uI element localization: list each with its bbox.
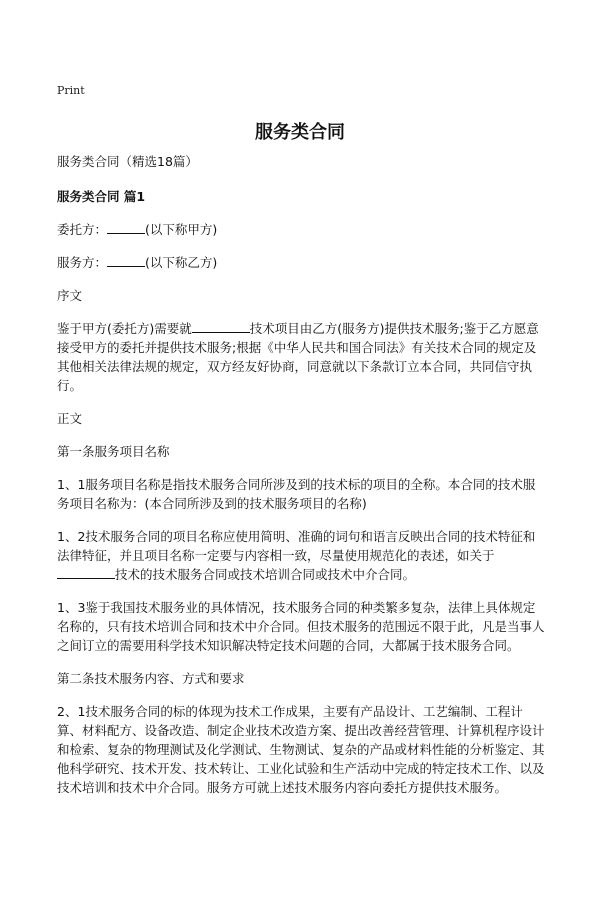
preface-paragraph [57,319,547,395]
preface-part1: 鉴于甲方(委托方)需要就 [57,321,192,336]
clause-1-2-part1: 1、2技术服务合同的项目名称应使用简明、准确的词句和语言反映出合同的技术特征和法律特征，并且项目名称一定要与内容相一致，尽量使用规范化的表述，如关于 [57,529,536,563]
clause-1-3: 1、3鉴于我国技术服务业的具体情况，技术服务合同的种类繁多复杂，法律上具体规定名称的，只有技术培训合同和技术中介合同。但技术服务的范围远不限于此，凡是当事人之间订立的需要用科学技术知识解决特定技术问题的合同，大都属于技术服务合同。 [57,600,545,653]
clause-1-2-blank [57,565,115,579]
print-link[interactable]: Print [57,84,85,97]
clause-2-1: 2、1技术服务合同的标的体现为技术工作成果，主要有产品设计、工艺编制、工程计算、材料配方、设备改造、制定企业技术改造方案、提出改善经营管理、计算机程序设计和检索、复杂的物理测试及化学测试、生物测试、复杂的产品或材料性能的分析鉴定、其他科学研究、技术开发、技术转让、工业化试验和生产活动中完成的特定技术工作、以及技术培训和技术中介合同。服务方可就上述技术服务内容向委托方提供技术服务。 [57,704,545,795]
article1-heading: 第一条服务项目名称 [57,444,170,459]
article2-heading: 第二条技术服务内容、方式和要求 [57,671,245,686]
client-suffix: (以下称甲方) [145,222,218,237]
provider-blank [107,253,145,267]
provider-line [57,253,547,272]
client-line [57,220,547,239]
clause-1-2 [57,527,547,584]
document-subtitle: 服务类合同（精选18篇） [57,154,198,169]
preface-blank [192,319,250,333]
client-blank [107,220,145,234]
client-label: 委托方： [57,222,108,237]
provider-label: 服务方： [57,255,108,270]
clause-1-1: 1、1服务项目名称是指技术服务合同所涉及到的技术标的项目的全称。本合同的技术服务项目名称为：(本合同所涉及到的技术服务项目的名称) [57,477,536,511]
document-title: 服务类合同 [255,122,345,143]
section-heading: 服务类合同 篇1 [57,189,146,204]
document-body [57,150,547,797]
preface-heading: 序文 [57,288,83,303]
clause-1-2-part2: 技术的技术服务合同或技术培训合同或技术中介合同。 [115,567,416,582]
preface-part2: 技术项目由乙方(服务方)提供技术服务;鉴于乙方愿意接受甲方的委托并提供技术服务;根据《中华人民共和国合同法》有关技术合同的规定及其他相关法律法规的规定，双方经友好协商，同意就以下条款订立本合同，共同信守执行。 [57,321,539,393]
provider-suffix: (以下称乙方) [145,255,218,270]
body-heading: 正文 [57,411,83,426]
